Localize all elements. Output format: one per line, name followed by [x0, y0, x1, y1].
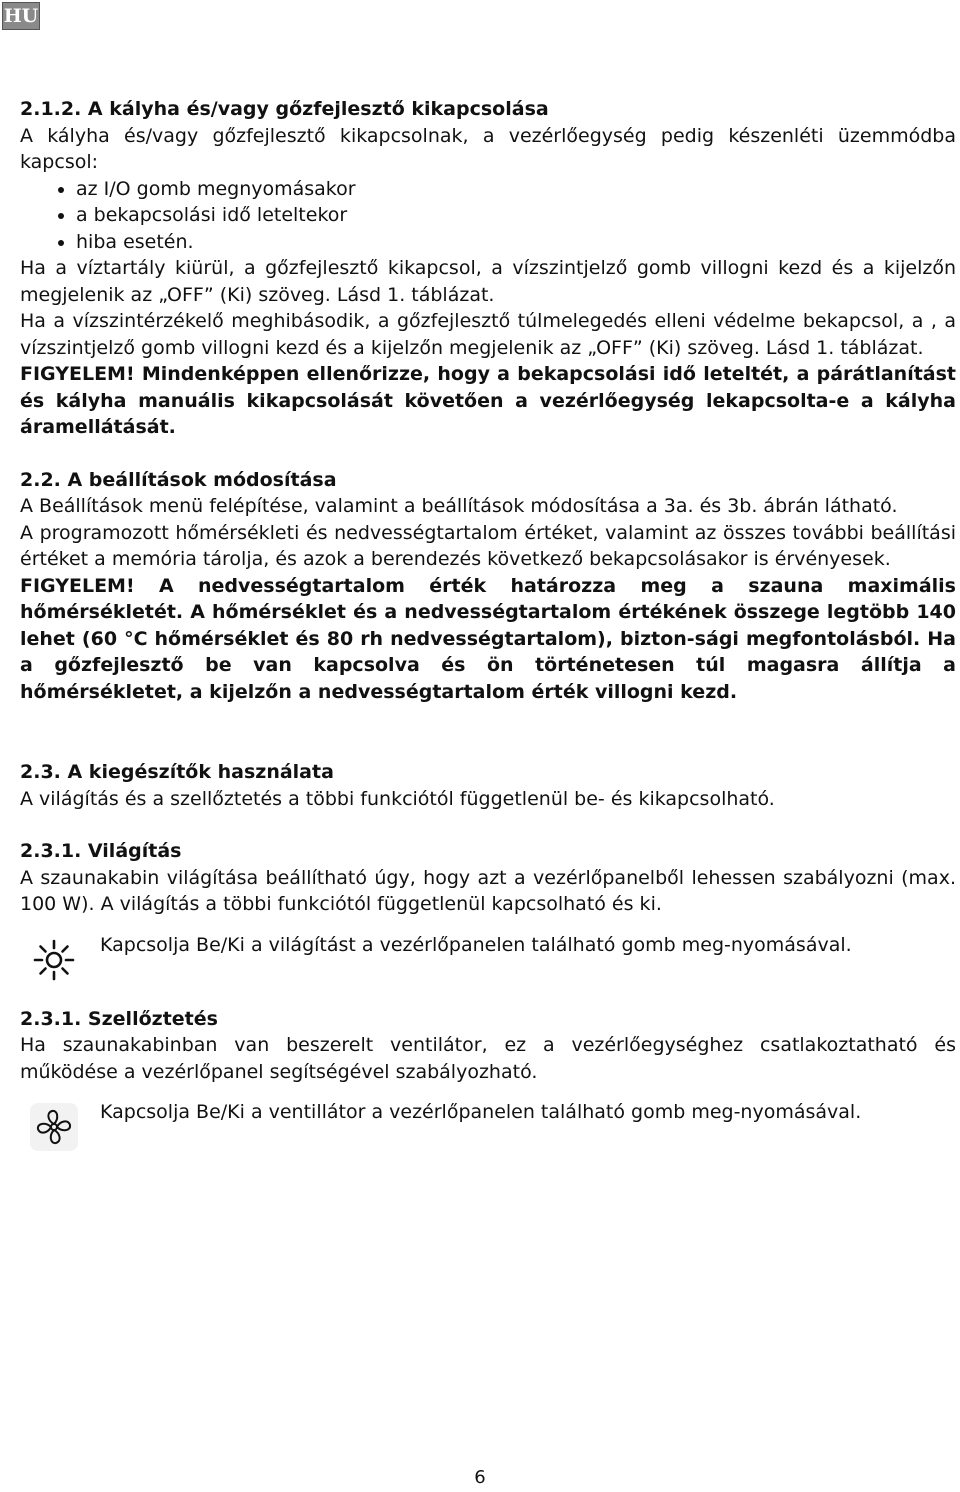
section-2-2-title: 2.2. A beállítások módosítása: [20, 468, 337, 491]
ventilation-instruction: [20, 1099, 956, 1151]
fan-icon: [30, 1103, 78, 1151]
list-item: • az I/O gomb megnyomásakor: [76, 176, 956, 203]
language-tag: HU: [2, 2, 40, 30]
shutdown-conditions-list: [20, 176, 956, 256]
lighting-instruction: [20, 932, 956, 984]
accessories-paragraph: A világítás és a szellőztetés a többi funkciótól függetlenül be- és kikapcsolható.: [20, 787, 775, 810]
document-body: [20, 96, 956, 1155]
list-item: • a bekapcsolási idő leteltekor: [76, 202, 956, 229]
section-2-3-title: 2.3. A kiegészítők használata: [20, 761, 334, 783]
list-item: • hiba esetén.: [76, 229, 956, 256]
section-lighting-title: 2.3.1. Világítás: [20, 840, 182, 862]
level-sensor-paragraph: Ha a vízszintérzékelő meghibásodik, a gőzfejlesztő túlmelegedés elleni védelme bekapcsol, a , a vízszintjelző gomb villogni kezd és a kijelzőn megjelenik az „OFF” (Ki) szöveg. Lásd 1. táblázat.: [20, 310, 956, 359]
section-2-1-2-intro: A kályha és/vagy gőzfejlesztő kikapcsolnak, a vezérlőegység pedig készenléti üzemmódba kapcsol:: [20, 124, 956, 173]
light-icon: [30, 936, 78, 984]
warning-paragraph: FIGYELEM! Mindenképpen ellenőrizze, hogy a bekapcsolási idő leteltét, a párátlanítást és kályha manuális kikapcsolását követően a vezérlőegység lekapcsolta-e a kályha áramellátását.: [20, 363, 956, 438]
humidity-warning-paragraph: FIGYELEM! A nedvességtartalom érték határozza meg a szauna maximális hőmérsékletét. A hőmérséklet és a nedvességtartalom értékének összege legtöbb 140 lehet (60 °C hőmérséklet és 80 rh nedvességtartalom), bizton-sági megfontolásból. Ha a gőzfejlesztő be van kapcsolva és ön történetesen túl magasra állítja a hőmérsékletet, a kijelzőn a nedvességtartalom érték villogni kezd.: [20, 574, 956, 703]
water-tank-paragraph: Ha a víztartály kiürül, a gőzfejlesztő kikapcsol, a vízszintjelző gomb villogni kezd és a kijelzőn megjelenik az „OFF” (Ki) szöveg. Lásd 1. táblázat.: [20, 257, 956, 306]
ventilation-instruction-text: Kapcsolja Be/Ki a ventillátor a vezérlőpanelen található gomb meg-nyomásával.: [100, 1101, 862, 1123]
lighting-paragraph: A szaunakabin világítása beállítható úgy, hogy azt a vezérlőpanelből lehessen szabályozni (max. 100 W). A világítás a többi funkciótól függetlenül kapcsolható és ki.: [20, 866, 956, 915]
page-number: 6: [474, 1467, 486, 1488]
ventilation-paragraph: Ha szaunakabinban van beszerelt ventilátor, ez a vezérlőegységhez csatlakoztatható és működése a vezérlőpanel segítségével szabályozható.: [20, 1034, 956, 1083]
section-ventilation-title: 2.3.1. Szellőztetés: [20, 1007, 218, 1030]
lighting-instruction-text: Kapcsolja Be/Ki a világítást a vezérlőpanelen található gomb meg-nyomásával.: [100, 933, 852, 956]
settings-menu-paragraph: A Beállítások menü felépítése, valamint a beállítások módosítása a 3a. és 3b. ábrán látható.: [20, 495, 898, 517]
section-2-1-2-title: 2.1.2. A kályha és/vagy gőzfejlesztő kikapcsolása: [20, 98, 549, 120]
memory-paragraph: A programozott hőmérsékleti és nedvességtartalom értéket, valamint az összes további beállítási értéket a memória tárolja, és azok a berendezés következő bekapcsolásakor is érvényesek.: [20, 521, 956, 570]
